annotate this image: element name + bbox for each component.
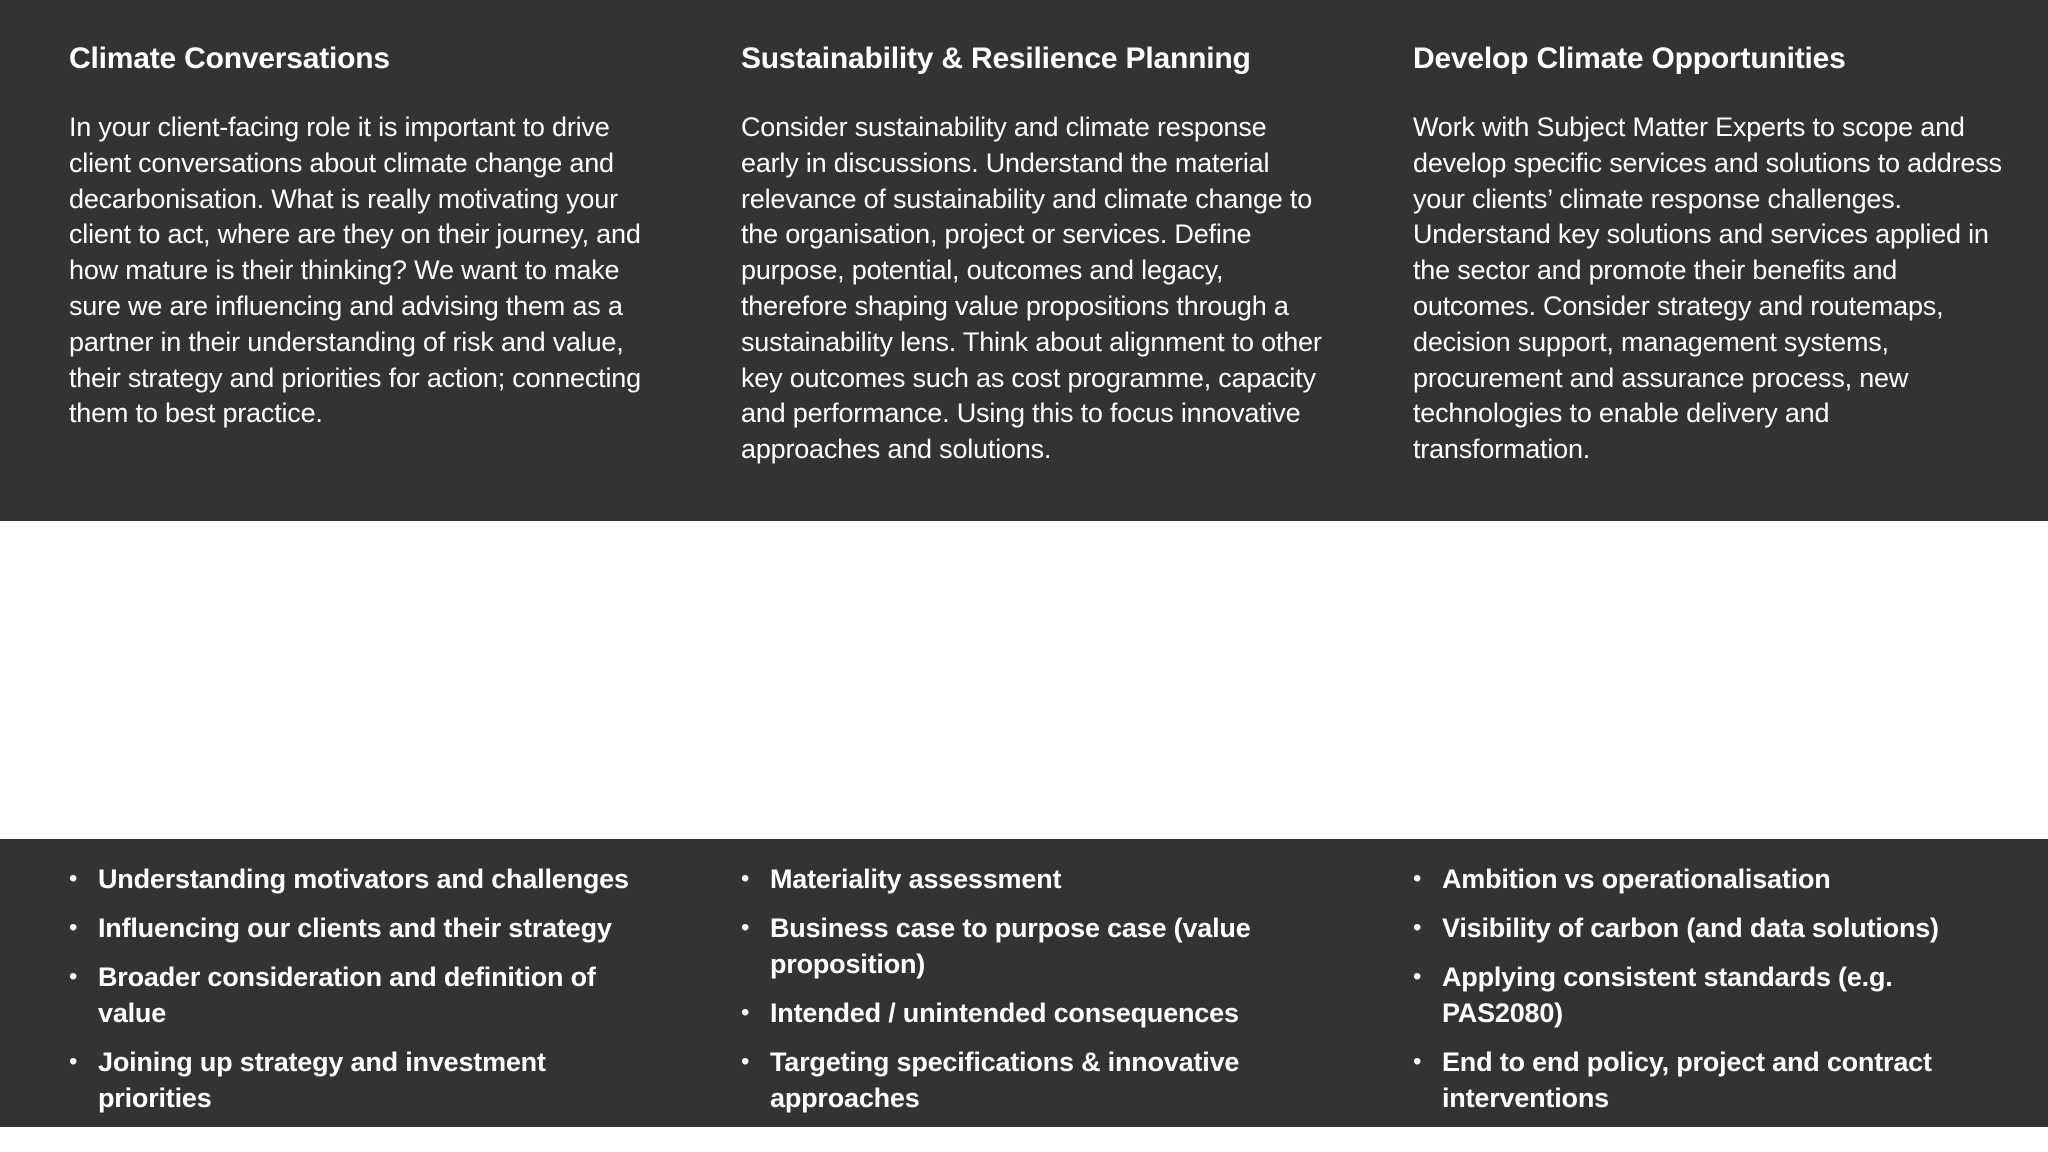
column-title: Sustainability & Resilience Planning [741, 42, 1251, 75]
bullet-icon: • [741, 1048, 750, 1075]
bullet-text: End to end policy, project and contract interventions [1442, 1047, 1932, 1113]
bullet-text: Ambition vs operationalisation [1442, 864, 1831, 894]
bullet-list [1413, 861, 2003, 1116]
column-climate-conversations [69, 40, 659, 432]
bullet-icon: • [1413, 865, 1422, 892]
bullet-item [69, 959, 659, 1031]
bullet-text: Targeting specifications & innovative approaches [770, 1047, 1240, 1113]
column-description: Consider sustainability and climate response early in discussions. Understand the material relevance of sustainability and climate change to the organisation, project or services. Define purpose, potential, outcomes and legacy, therefore shaping value propositions through a sustainability lens. Think about alignment to other key outcomes such as cost programme, capacity and performance. Using this to focus innovative approaches and solutions. [741, 112, 1322, 465]
bullet-icon: • [741, 865, 750, 892]
bullet-item [741, 910, 1331, 982]
column-title: Climate Conversations [69, 42, 390, 75]
bullet-icon: • [741, 999, 750, 1026]
bullet-icon: • [69, 914, 78, 941]
bullet-icon: • [741, 914, 750, 941]
column-title: Develop Climate Opportunities [1413, 42, 1846, 75]
bullet-text: Joining up strategy and investment priorities [98, 1047, 546, 1113]
bullets-develop-climate-opportunities [1413, 861, 2003, 1129]
bullet-icon: • [69, 1048, 78, 1075]
bullet-text: Influencing our clients and their strategy [98, 913, 612, 943]
bullet-text: Visibility of carbon (and data solutions) [1442, 913, 1939, 943]
bullet-item [1413, 861, 2003, 897]
bullet-item [69, 910, 659, 946]
bullet-text: Intended / unintended consequences [770, 998, 1239, 1028]
column-develop-climate-opportunities [1413, 40, 2003, 468]
bullet-list [69, 861, 659, 1116]
bullet-item [741, 861, 1331, 897]
column-description: Work with Subject Matter Experts to scope and develop specific services and solutions to address your clients’ climate response challenges. Understand key solutions and services applied in the sector and promote their benefits and outcomes. Consider strategy and routemaps, decision support, management systems, procurement and assurance process, new technologies to enable delivery and transformation. [1413, 112, 2002, 465]
bullet-item [741, 1044, 1331, 1116]
bullet-text: Broader consideration and definition of value [98, 962, 596, 1028]
bullet-icon: • [69, 865, 78, 892]
bullet-item [741, 995, 1331, 1031]
bullets-climate-conversations [69, 861, 659, 1129]
bullet-icon: • [69, 963, 78, 990]
top-band [0, 0, 2048, 521]
bullet-icon: • [1413, 1048, 1422, 1075]
bullet-item [69, 861, 659, 897]
column-description: In your client-facing role it is important to drive client conversations about climate change and decarbonisation. What is really motivating your client to act, where are they on their journey, and how mature is their thinking? We want to make sure we are influencing and advising them as a partner in their understanding of risk and value, their strategy and priorities for action; connecting them to best practice. [69, 112, 641, 429]
bullet-item [1413, 959, 2003, 1031]
bullet-text: Applying consistent standards (e.g. PAS2080) [1442, 962, 1893, 1028]
bullet-item [1413, 1044, 2003, 1116]
bullet-icon: • [1413, 963, 1422, 990]
bullet-text: Business case to purpose case (value proposition) [770, 913, 1251, 979]
bullet-list [741, 861, 1331, 1116]
bullet-icon: • [1413, 914, 1422, 941]
bullet-text: Understanding motivators and challenges [98, 864, 629, 894]
bullet-item [69, 1044, 659, 1116]
bullet-item [1413, 910, 2003, 946]
bullets-sustainability-resilience-planning [741, 861, 1331, 1129]
bullet-text: Materiality assessment [770, 864, 1062, 894]
column-sustainability-resilience-planning [741, 40, 1331, 468]
bottom-band [0, 839, 2048, 1127]
